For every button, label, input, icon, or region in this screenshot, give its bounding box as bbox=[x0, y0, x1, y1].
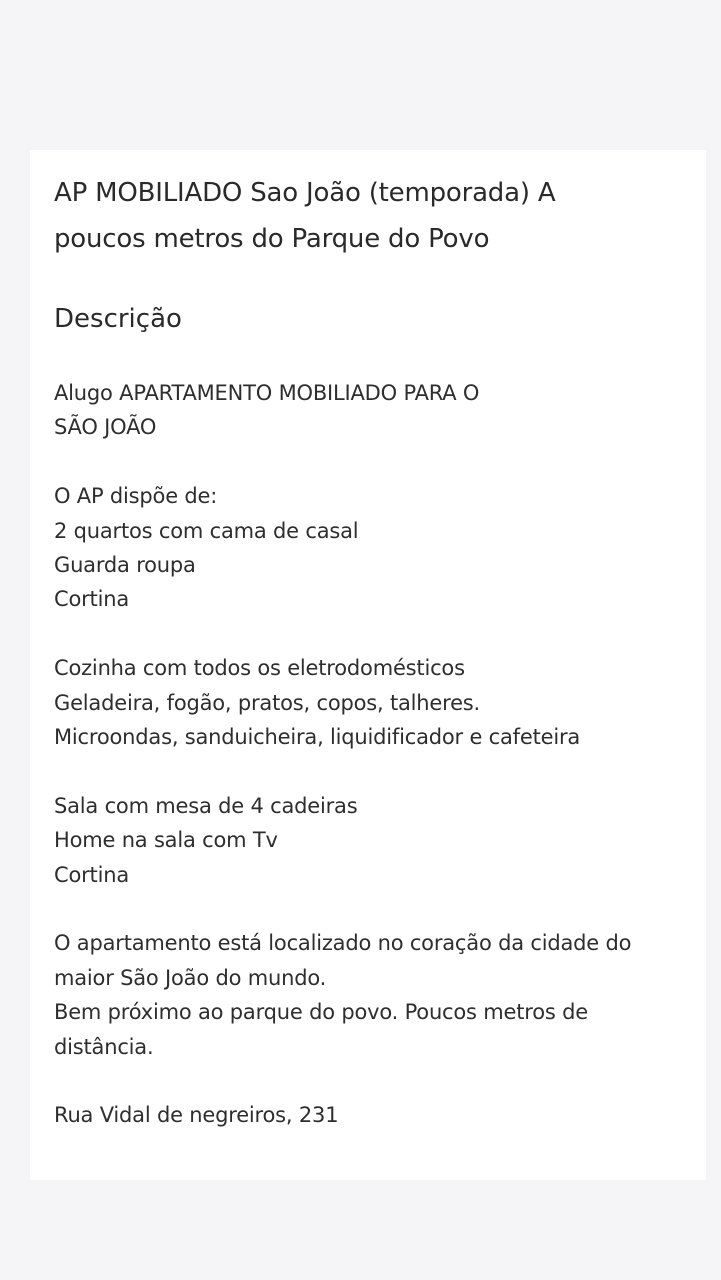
description-paragraph bbox=[54, 651, 694, 754]
description-heading: Descrição bbox=[54, 304, 182, 334]
description-paragraph bbox=[54, 926, 694, 1064]
description-line: Rua Vidal de negreiros, 231 bbox=[54, 1103, 339, 1128]
description-line: SÃO JOÃO bbox=[54, 415, 157, 440]
description-line: maior São João do mundo. bbox=[54, 965, 327, 990]
description-line: Geladeira, fogão, pratos, copos, talheres. bbox=[54, 690, 481, 715]
description-line: 2 quartos com cama de casal bbox=[54, 518, 359, 543]
listing-title-line: poucos metros do Parque do Povo bbox=[54, 224, 490, 254]
description-paragraph bbox=[54, 789, 694, 892]
description-paragraph bbox=[54, 479, 694, 617]
description-line: Cortina bbox=[54, 587, 129, 612]
listing-title bbox=[54, 170, 674, 262]
description-line: distância. bbox=[54, 1034, 154, 1059]
description-line: Sala com mesa de 4 cadeiras bbox=[54, 793, 358, 818]
description-paragraph bbox=[54, 376, 694, 445]
listing-card bbox=[30, 150, 706, 1180]
description-line: Home na sala com Tv bbox=[54, 828, 278, 853]
description-line: Bem próximo ao parque do povo. Poucos metros de bbox=[54, 1000, 588, 1025]
description-line: Cozinha com todos os eletrodomésticos bbox=[54, 656, 465, 681]
description-line: O AP dispõe de: bbox=[54, 484, 218, 509]
description-body bbox=[54, 376, 694, 1167]
listing-title-line: AP MOBILIADO Sao João (temporada) A bbox=[54, 178, 556, 208]
address-line bbox=[54, 1098, 694, 1132]
description-line: Alugo APARTAMENTO MOBILIADO PARA O bbox=[54, 381, 480, 405]
description-line: Microondas, sanduicheira, liquidificador e cafeteira bbox=[54, 725, 581, 750]
description-line: Guarda roupa bbox=[54, 553, 196, 578]
description-line: Cortina bbox=[54, 862, 129, 887]
description-line: O apartamento está localizado no coração da cidade do bbox=[54, 931, 632, 956]
